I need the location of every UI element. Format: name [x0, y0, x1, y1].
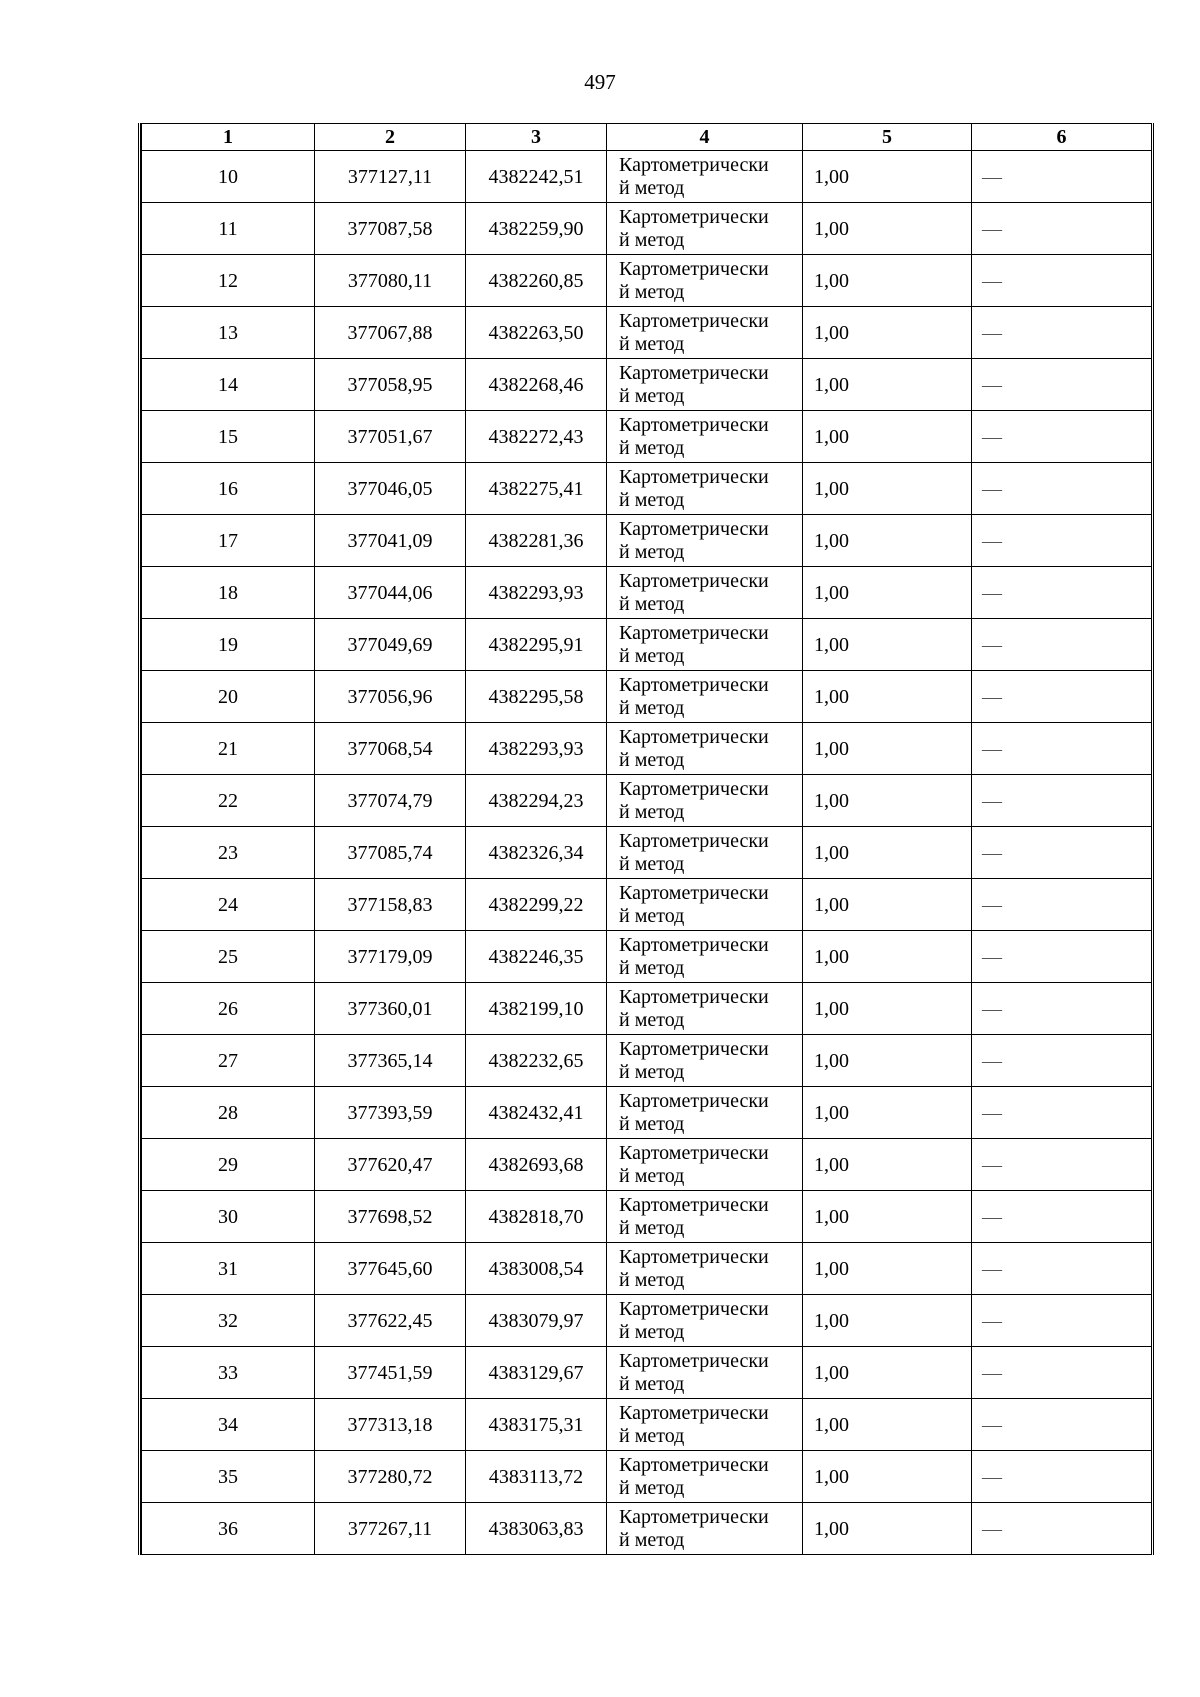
accuracy-cell: 1,00	[803, 619, 972, 671]
accuracy-cell: 1,00	[803, 931, 972, 983]
point-number-cell: 10	[142, 151, 315, 203]
table-row	[142, 307, 1152, 359]
note-cell: —	[972, 827, 1152, 879]
x-coordinate-cell: 377280,72	[315, 1451, 466, 1503]
y-coordinate-cell: 4383079,97	[466, 1295, 607, 1347]
note-cell: —	[972, 463, 1152, 515]
x-coordinate-cell: 377360,01	[315, 983, 466, 1035]
y-coordinate-cell: 4382281,36	[466, 515, 607, 567]
note-cell: —	[972, 255, 1152, 307]
method-cell	[607, 1295, 803, 1347]
table-row	[142, 1451, 1152, 1503]
accuracy-cell: 1,00	[803, 515, 972, 567]
table-row	[142, 775, 1152, 827]
method-line-1: Картометрически	[619, 1401, 769, 1424]
method-cell	[607, 1191, 803, 1243]
accuracy-cell: 1,00	[803, 723, 972, 775]
method-line-2: й метод	[619, 748, 685, 771]
point-number-cell: 15	[142, 411, 315, 463]
x-coordinate-cell: 377645,60	[315, 1243, 466, 1295]
table-row	[142, 1399, 1152, 1451]
x-coordinate-cell: 377698,52	[315, 1191, 466, 1243]
method-line-2: й метод	[619, 436, 685, 459]
method-cell	[607, 723, 803, 775]
method-line-1: Картометрически	[619, 673, 769, 696]
point-number-cell: 13	[142, 307, 315, 359]
method-line-1: Картометрически	[619, 153, 769, 176]
y-coordinate-cell: 4382275,41	[466, 463, 607, 515]
x-coordinate-cell: 377067,88	[315, 307, 466, 359]
method-cell	[607, 1243, 803, 1295]
point-number-cell: 12	[142, 255, 315, 307]
method-line-1: Картометрически	[619, 205, 769, 228]
y-coordinate-cell: 4382232,65	[466, 1035, 607, 1087]
table-row	[142, 1035, 1152, 1087]
y-coordinate-cell: 4382259,90	[466, 203, 607, 255]
accuracy-cell: 1,00	[803, 463, 972, 515]
x-coordinate-cell: 377049,69	[315, 619, 466, 671]
x-coordinate-cell: 377158,83	[315, 879, 466, 931]
method-cell	[607, 151, 803, 203]
note-cell: —	[972, 879, 1152, 931]
method-line-2: й метод	[619, 644, 685, 667]
method-cell	[607, 827, 803, 879]
y-coordinate-cell: 4382242,51	[466, 151, 607, 203]
method-cell	[607, 567, 803, 619]
accuracy-cell: 1,00	[803, 359, 972, 411]
table-row	[142, 1191, 1152, 1243]
x-coordinate-cell: 377041,09	[315, 515, 466, 567]
point-number-cell: 24	[142, 879, 315, 931]
x-coordinate-cell: 377087,58	[315, 203, 466, 255]
method-line-1: Картометрически	[619, 1349, 769, 1372]
table-row	[142, 723, 1152, 775]
method-cell	[607, 775, 803, 827]
table-row	[142, 359, 1152, 411]
table-row	[142, 1087, 1152, 1139]
method-line-1: Картометрически	[619, 1141, 769, 1164]
table-row	[142, 463, 1152, 515]
x-coordinate-cell: 377056,96	[315, 671, 466, 723]
column-header-6: 6	[972, 124, 1152, 151]
table-row	[142, 151, 1152, 203]
method-line-1: Картометрически	[619, 465, 769, 488]
accuracy-cell: 1,00	[803, 255, 972, 307]
table-row	[142, 411, 1152, 463]
coordinates-table	[141, 123, 1152, 1555]
y-coordinate-cell: 4382199,10	[466, 983, 607, 1035]
method-line-1: Картометрически	[619, 777, 769, 800]
method-line-2: й метод	[619, 956, 685, 979]
method-line-1: Картометрически	[619, 257, 769, 280]
note-cell: —	[972, 411, 1152, 463]
method-cell	[607, 879, 803, 931]
point-number-cell: 32	[142, 1295, 315, 1347]
x-coordinate-cell: 377622,45	[315, 1295, 466, 1347]
x-coordinate-cell: 377127,11	[315, 151, 466, 203]
method-line-1: Картометрически	[619, 725, 769, 748]
note-cell: —	[972, 1347, 1152, 1399]
x-coordinate-cell: 377051,67	[315, 411, 466, 463]
note-cell: —	[972, 1139, 1152, 1191]
y-coordinate-cell: 4382693,68	[466, 1139, 607, 1191]
accuracy-cell: 1,00	[803, 151, 972, 203]
method-line-2: й метод	[619, 280, 685, 303]
method-line-2: й метод	[619, 1476, 685, 1499]
method-line-2: й метод	[619, 1164, 685, 1187]
table-row	[142, 515, 1152, 567]
point-number-cell: 35	[142, 1451, 315, 1503]
x-coordinate-cell: 377046,05	[315, 463, 466, 515]
accuracy-cell: 1,00	[803, 307, 972, 359]
method-line-2: й метод	[619, 488, 685, 511]
note-cell: —	[972, 1295, 1152, 1347]
note-cell: —	[972, 1243, 1152, 1295]
point-number-cell: 28	[142, 1087, 315, 1139]
accuracy-cell: 1,00	[803, 1191, 972, 1243]
accuracy-cell: 1,00	[803, 775, 972, 827]
header-row	[142, 124, 1152, 151]
table-body	[142, 151, 1152, 1555]
table-row	[142, 619, 1152, 671]
method-line-2: й метод	[619, 1112, 685, 1135]
method-line-2: й метод	[619, 852, 685, 875]
method-cell	[607, 307, 803, 359]
method-cell	[607, 619, 803, 671]
point-number-cell: 30	[142, 1191, 315, 1243]
table-row	[142, 827, 1152, 879]
table-row	[142, 983, 1152, 1035]
note-cell: —	[972, 671, 1152, 723]
accuracy-cell: 1,00	[803, 1139, 972, 1191]
x-coordinate-cell: 377313,18	[315, 1399, 466, 1451]
method-line-1: Картометрически	[619, 621, 769, 644]
accuracy-cell: 1,00	[803, 411, 972, 463]
accuracy-cell: 1,00	[803, 1399, 972, 1451]
point-number-cell: 26	[142, 983, 315, 1035]
note-cell: —	[972, 515, 1152, 567]
method-cell	[607, 1503, 803, 1555]
accuracy-cell: 1,00	[803, 1451, 972, 1503]
method-cell	[607, 1087, 803, 1139]
method-line-1: Картометрически	[619, 569, 769, 592]
table-row	[142, 1295, 1152, 1347]
column-header-2: 2	[315, 124, 466, 151]
note-cell: —	[972, 619, 1152, 671]
y-coordinate-cell: 4382326,34	[466, 827, 607, 879]
note-cell: —	[972, 1035, 1152, 1087]
method-line-2: й метод	[619, 1268, 685, 1291]
method-cell	[607, 203, 803, 255]
y-coordinate-cell: 4383063,83	[466, 1503, 607, 1555]
note-cell: —	[972, 567, 1152, 619]
method-line-2: й метод	[619, 1320, 685, 1343]
column-header-5: 5	[803, 124, 972, 151]
y-coordinate-cell: 4383113,72	[466, 1451, 607, 1503]
method-line-2: й метод	[619, 696, 685, 719]
table-row	[142, 879, 1152, 931]
point-number-cell: 17	[142, 515, 315, 567]
accuracy-cell: 1,00	[803, 203, 972, 255]
note-cell: —	[972, 931, 1152, 983]
point-number-cell: 19	[142, 619, 315, 671]
note-cell: —	[972, 1451, 1152, 1503]
x-coordinate-cell: 377179,09	[315, 931, 466, 983]
accuracy-cell: 1,00	[803, 1243, 972, 1295]
point-number-cell: 34	[142, 1399, 315, 1451]
table-row	[142, 1503, 1152, 1555]
method-cell	[607, 359, 803, 411]
method-line-1: Картометрически	[619, 881, 769, 904]
point-number-cell: 33	[142, 1347, 315, 1399]
table-row	[142, 1347, 1152, 1399]
method-line-2: й метод	[619, 1424, 685, 1447]
point-number-cell: 25	[142, 931, 315, 983]
y-coordinate-cell: 4382299,22	[466, 879, 607, 931]
method-cell	[607, 983, 803, 1035]
method-line-1: Картометрически	[619, 1297, 769, 1320]
note-cell: —	[972, 203, 1152, 255]
note-cell: —	[972, 307, 1152, 359]
method-line-1: Картометрически	[619, 1245, 769, 1268]
y-coordinate-cell: 4382295,58	[466, 671, 607, 723]
note-cell: —	[972, 1191, 1152, 1243]
method-cell	[607, 1451, 803, 1503]
accuracy-cell: 1,00	[803, 671, 972, 723]
x-coordinate-cell: 377080,11	[315, 255, 466, 307]
accuracy-cell: 1,00	[803, 827, 972, 879]
y-coordinate-cell: 4382263,50	[466, 307, 607, 359]
x-coordinate-cell: 377365,14	[315, 1035, 466, 1087]
x-coordinate-cell: 377044,06	[315, 567, 466, 619]
method-line-2: й метод	[619, 1008, 685, 1031]
y-coordinate-cell: 4383129,67	[466, 1347, 607, 1399]
table-row	[142, 203, 1152, 255]
table-row	[142, 567, 1152, 619]
x-coordinate-cell: 377058,95	[315, 359, 466, 411]
method-line-1: Картометрически	[619, 309, 769, 332]
method-line-2: й метод	[619, 800, 685, 823]
method-cell	[607, 255, 803, 307]
y-coordinate-cell: 4383175,31	[466, 1399, 607, 1451]
method-cell	[607, 671, 803, 723]
x-coordinate-cell: 377451,59	[315, 1347, 466, 1399]
y-coordinate-cell: 4382295,91	[466, 619, 607, 671]
column-header-4: 4	[607, 124, 803, 151]
method-line-2: й метод	[619, 592, 685, 615]
point-number-cell: 20	[142, 671, 315, 723]
point-number-cell: 23	[142, 827, 315, 879]
y-coordinate-cell: 4382260,85	[466, 255, 607, 307]
table-header	[142, 124, 1152, 151]
method-line-2: й метод	[619, 384, 685, 407]
x-coordinate-cell: 377068,54	[315, 723, 466, 775]
method-line-1: Картометрически	[619, 361, 769, 384]
method-line-2: й метод	[619, 1216, 685, 1239]
y-coordinate-cell: 4382293,93	[466, 723, 607, 775]
method-cell	[607, 1139, 803, 1191]
point-number-cell: 14	[142, 359, 315, 411]
accuracy-cell: 1,00	[803, 1087, 972, 1139]
x-coordinate-cell: 377267,11	[315, 1503, 466, 1555]
accuracy-cell: 1,00	[803, 983, 972, 1035]
accuracy-cell: 1,00	[803, 879, 972, 931]
x-coordinate-cell: 377074,79	[315, 775, 466, 827]
method-line-1: Картометрически	[619, 933, 769, 956]
note-cell: —	[972, 1399, 1152, 1451]
method-line-2: й метод	[619, 904, 685, 927]
table-row	[142, 1243, 1152, 1295]
note-cell: —	[972, 723, 1152, 775]
point-number-cell: 31	[142, 1243, 315, 1295]
method-cell	[607, 463, 803, 515]
method-line-1: Картометрически	[619, 1453, 769, 1476]
table-row	[142, 931, 1152, 983]
y-coordinate-cell: 4382268,46	[466, 359, 607, 411]
x-coordinate-cell: 377393,59	[315, 1087, 466, 1139]
method-cell	[607, 411, 803, 463]
method-line-2: й метод	[619, 228, 685, 251]
x-coordinate-cell: 377620,47	[315, 1139, 466, 1191]
y-coordinate-cell: 4382432,41	[466, 1087, 607, 1139]
table-row	[142, 671, 1152, 723]
point-number-cell: 29	[142, 1139, 315, 1191]
point-number-cell: 22	[142, 775, 315, 827]
point-number-cell: 36	[142, 1503, 315, 1555]
table-row	[142, 255, 1152, 307]
method-cell	[607, 1035, 803, 1087]
method-line-2: й метод	[619, 1528, 685, 1551]
page-number: 497	[584, 70, 616, 94]
y-coordinate-cell: 4382818,70	[466, 1191, 607, 1243]
accuracy-cell: 1,00	[803, 1295, 972, 1347]
y-coordinate-cell: 4383008,54	[466, 1243, 607, 1295]
method-line-2: й метод	[619, 176, 685, 199]
x-coordinate-cell: 377085,74	[315, 827, 466, 879]
note-cell: —	[972, 359, 1152, 411]
note-cell: —	[972, 151, 1152, 203]
point-number-cell: 16	[142, 463, 315, 515]
method-cell	[607, 1399, 803, 1451]
note-cell: —	[972, 1087, 1152, 1139]
y-coordinate-cell: 4382272,43	[466, 411, 607, 463]
method-cell	[607, 931, 803, 983]
method-line-2: й метод	[619, 1060, 685, 1083]
method-line-1: Картометрически	[619, 1193, 769, 1216]
column-header-1: 1	[142, 124, 315, 151]
accuracy-cell: 1,00	[803, 567, 972, 619]
y-coordinate-cell: 4382246,35	[466, 931, 607, 983]
point-number-cell: 11	[142, 203, 315, 255]
table-row	[142, 1139, 1152, 1191]
method-line-2: й метод	[619, 1372, 685, 1395]
accuracy-cell: 1,00	[803, 1503, 972, 1555]
y-coordinate-cell: 4382294,23	[466, 775, 607, 827]
method-cell	[607, 515, 803, 567]
method-line-1: Картометрически	[619, 517, 769, 540]
accuracy-cell: 1,00	[803, 1035, 972, 1087]
accuracy-cell: 1,00	[803, 1347, 972, 1399]
note-cell: —	[972, 1503, 1152, 1555]
y-coordinate-cell: 4382293,93	[466, 567, 607, 619]
method-line-1: Картометрически	[619, 829, 769, 852]
method-cell	[607, 1347, 803, 1399]
method-line-2: й метод	[619, 540, 685, 563]
point-number-cell: 18	[142, 567, 315, 619]
method-line-1: Картометрически	[619, 413, 769, 436]
point-number-cell: 27	[142, 1035, 315, 1087]
column-header-3: 3	[466, 124, 607, 151]
point-number-cell: 21	[142, 723, 315, 775]
method-line-2: й метод	[619, 332, 685, 355]
method-line-1: Картометрически	[619, 1505, 769, 1528]
method-line-1: Картометрически	[619, 1089, 769, 1112]
coordinates-table-frame	[138, 123, 1154, 1555]
note-cell: —	[972, 983, 1152, 1035]
method-line-1: Картометрически	[619, 1037, 769, 1060]
note-cell: —	[972, 775, 1152, 827]
method-line-1: Картометрически	[619, 985, 769, 1008]
